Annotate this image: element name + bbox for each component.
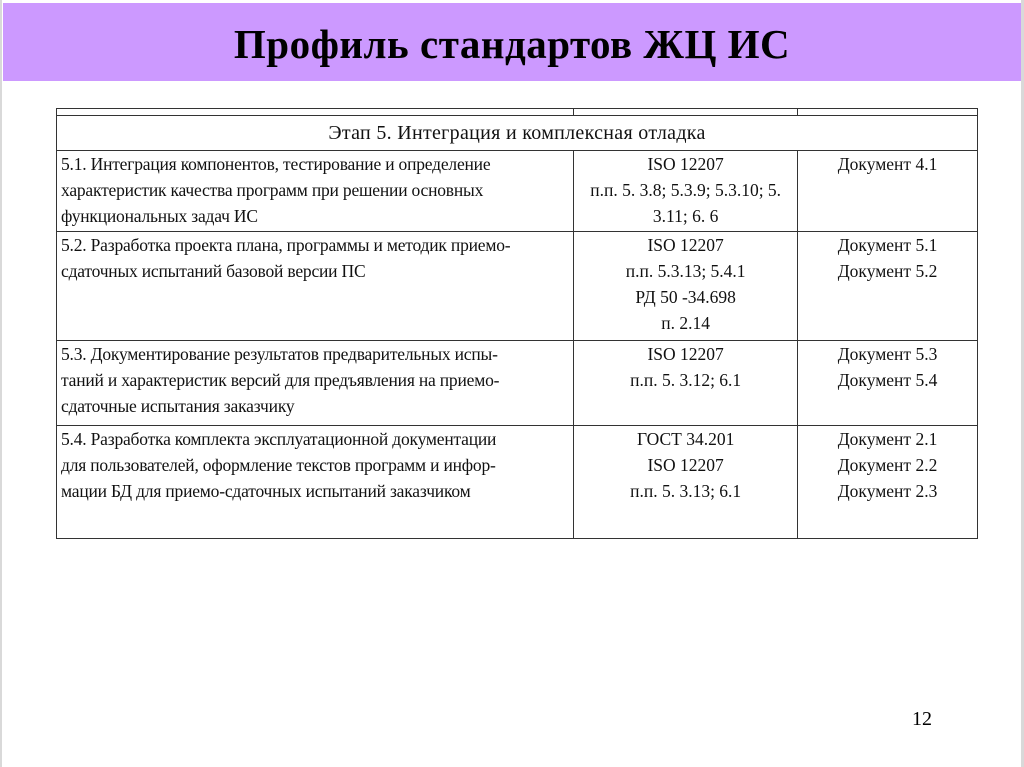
table-row bbox=[57, 341, 978, 426]
task-cell bbox=[57, 426, 574, 539]
table-row bbox=[57, 151, 978, 232]
task-text-line: 5.1. Интеграция компонентов, тестирование и определение bbox=[61, 154, 491, 174]
document-text-line: Документ 5.4 bbox=[837, 370, 938, 390]
stub-cell bbox=[57, 109, 574, 116]
document-text-line: Документ 5.1 bbox=[837, 235, 938, 255]
document-text-line: Документ 2.3 bbox=[837, 481, 938, 501]
standard-text-line: ГОСТ 34.201 bbox=[636, 429, 735, 449]
task-text-line: сдаточные испытания заказчику bbox=[61, 396, 295, 416]
task-cell bbox=[57, 232, 574, 341]
task-cell bbox=[57, 151, 574, 232]
standard-text-line: РД 50 -34.698 bbox=[635, 287, 736, 307]
task-text-line: таний и характеристик версий для предъявления на приемо- bbox=[61, 370, 500, 390]
document-cell bbox=[798, 232, 978, 341]
standard-text-line: п. 2.14 bbox=[661, 313, 711, 333]
task-text-line: для пользователей, оформление текстов программ и инфор- bbox=[61, 455, 496, 475]
task-text-line: 5.3. Документирование результатов предварительных испы- bbox=[61, 344, 498, 364]
slide-left-edge bbox=[0, 0, 2, 767]
standard-cell bbox=[574, 151, 798, 232]
standard-text-line: 3.11; 6. 6 bbox=[652, 206, 719, 226]
document-text-line: Документ 4.1 bbox=[837, 154, 938, 174]
table-top-stub-row bbox=[57, 109, 978, 116]
standard-text-line: ISO 12207 bbox=[647, 235, 724, 255]
stage-header: Этап 5. Интеграция и комплексная отладка bbox=[57, 116, 978, 151]
standard-text-line: п.п. 5.3.13; 5.4.1 bbox=[625, 261, 746, 281]
standard-text-line: ISO 12207 bbox=[647, 154, 724, 174]
task-text-line: 5.4. Разработка комплекта эксплуатационной документации bbox=[61, 429, 497, 449]
standard-text-line: ISO 12207 bbox=[647, 455, 724, 475]
document-cell bbox=[798, 426, 978, 539]
standards-table-container bbox=[56, 108, 978, 539]
document-text-line: Документ 2.2 bbox=[837, 455, 938, 475]
standard-cell bbox=[574, 341, 798, 426]
stub-cell bbox=[798, 109, 978, 116]
stage-header-row bbox=[57, 116, 978, 151]
task-text-line: 5.2. Разработка проекта плана, программы и методик приемо- bbox=[61, 235, 511, 255]
standard-text-line: п.п. 5. 3.13; 6.1 bbox=[630, 481, 742, 501]
standard-text-line: п.п. 5. 3.8; 5.3.9; 5.3.10; 5. bbox=[590, 180, 782, 200]
task-text-line: сдаточных испытаний базовой версии ПС bbox=[61, 261, 366, 281]
standard-text-line: п.п. 5. 3.12; 6.1 bbox=[630, 370, 742, 390]
document-text-line: Документ 5.3 bbox=[837, 344, 938, 364]
slide-title: Профиль стандартов ЖЦ ИС bbox=[233, 21, 791, 67]
table-row bbox=[57, 426, 978, 539]
stub-cell bbox=[574, 109, 798, 116]
task-text-line: функциональных задач ИС bbox=[61, 206, 258, 226]
document-cell bbox=[798, 151, 978, 232]
document-text-line: Документ 2.1 bbox=[837, 429, 938, 449]
task-text-line: характеристик качества программ при решении основных bbox=[61, 180, 484, 200]
page-number: 12 bbox=[912, 708, 932, 730]
title-bar bbox=[3, 3, 1021, 81]
task-cell bbox=[57, 341, 574, 426]
standard-cell bbox=[574, 232, 798, 341]
standard-text-line: ISO 12207 bbox=[647, 344, 724, 364]
document-cell bbox=[798, 341, 978, 426]
table-row bbox=[57, 232, 978, 341]
document-text-line: Документ 5.2 bbox=[837, 261, 938, 281]
standard-cell bbox=[574, 426, 798, 539]
task-text-line: мации БД для приемо-сдаточных испытаний заказчиком bbox=[61, 481, 471, 501]
standards-profile-table bbox=[56, 108, 978, 539]
